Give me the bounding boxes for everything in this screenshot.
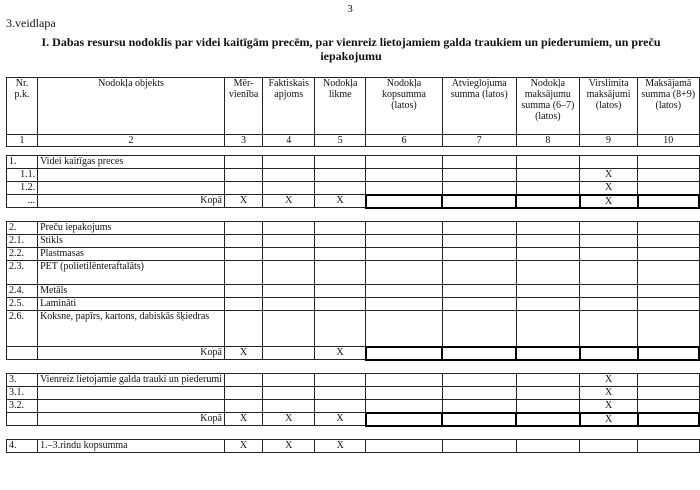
x-mark: X — [224, 440, 262, 453]
table-row — [7, 285, 700, 298]
spacer — [7, 426, 700, 440]
cell-input[interactable] — [638, 413, 699, 426]
cell-input[interactable] — [366, 261, 443, 285]
x-mark: X — [315, 195, 366, 208]
cell-input[interactable] — [516, 374, 579, 387]
table-row — [7, 440, 700, 453]
column-number-row — [7, 135, 700, 147]
cell-input[interactable] — [516, 400, 579, 413]
cell-input[interactable] — [315, 248, 366, 261]
row-nr — [7, 413, 38, 426]
cell-input[interactable] — [516, 169, 579, 182]
cell-input[interactable] — [263, 311, 315, 347]
cell-input[interactable] — [224, 400, 262, 413]
cell-input[interactable] — [315, 182, 366, 195]
table-row — [7, 311, 700, 347]
row-nr — [7, 347, 38, 360]
cell-input[interactable] — [315, 156, 366, 169]
cell-input[interactable] — [263, 400, 315, 413]
cell-input[interactable] — [580, 235, 638, 248]
cell-input[interactable] — [224, 311, 262, 347]
row-label: Metāls — [38, 285, 225, 298]
col-number: 9 — [580, 135, 638, 147]
cell-input[interactable] — [442, 347, 516, 360]
cell-input[interactable] — [224, 248, 262, 261]
cell-input[interactable] — [263, 298, 315, 311]
cell-input[interactable] — [263, 387, 315, 400]
page-number: 3 — [347, 3, 353, 15]
cell-input[interactable] — [263, 182, 315, 195]
cell-input[interactable] — [315, 298, 366, 311]
row-label: Videi kaitīgas preces — [38, 156, 225, 169]
header-unit: Mēr-vienība — [224, 78, 262, 135]
row-nr: 2.2. — [7, 248, 38, 261]
header-nr: Nr. p.k. — [7, 78, 38, 135]
cell-input[interactable] — [366, 222, 443, 235]
cell-input[interactable] — [315, 311, 366, 347]
cell-input[interactable] — [366, 311, 443, 347]
cell-input[interactable] — [224, 261, 262, 285]
cell-input[interactable] — [315, 261, 366, 285]
cell-input[interactable] — [224, 169, 262, 182]
x-mark: X — [580, 387, 638, 400]
table-row — [7, 374, 700, 387]
cell-input[interactable] — [366, 374, 443, 387]
cell-input[interactable] — [263, 222, 315, 235]
cell-input[interactable] — [442, 413, 516, 426]
total-label: Kopā — [38, 413, 225, 426]
col-number: 10 — [638, 135, 699, 147]
cell-input[interactable] — [442, 169, 516, 182]
header-object: Nodokļa objekts — [38, 78, 225, 135]
cell-input[interactable] — [638, 440, 699, 453]
cell-input[interactable] — [442, 387, 516, 400]
cell-input[interactable] — [638, 248, 699, 261]
cell-input[interactable] — [263, 156, 315, 169]
col-number: 2 — [38, 135, 225, 147]
table-row — [7, 400, 700, 413]
cell-input[interactable] — [442, 400, 516, 413]
cell-input[interactable] — [516, 248, 579, 261]
row-label: Lamināti — [38, 298, 225, 311]
table-row — [7, 182, 700, 195]
x-mark: X — [263, 413, 315, 426]
cell-input[interactable] — [638, 182, 699, 195]
cell-input[interactable] — [516, 182, 579, 195]
cell-input[interactable] — [366, 248, 443, 261]
cell-input[interactable] — [516, 298, 579, 311]
row-label: Vienreiz lietojamie galda trauki un piederumi — [38, 374, 225, 387]
row-nr: 3.2. — [7, 400, 38, 413]
table-row — [7, 261, 700, 285]
cell-input[interactable] — [442, 285, 516, 298]
row-label: Preču iepakojums — [38, 222, 225, 235]
x-mark: X — [263, 440, 315, 453]
total-row — [7, 413, 700, 426]
cell-input[interactable] — [638, 195, 699, 208]
cell-input[interactable] — [516, 387, 579, 400]
cell-input[interactable] — [366, 169, 443, 182]
total-row — [7, 195, 700, 208]
cell-input[interactable] — [366, 413, 443, 426]
cell-input[interactable] — [224, 235, 262, 248]
table-row — [7, 387, 700, 400]
cell-input[interactable] — [638, 156, 699, 169]
cell-input[interactable] — [263, 235, 315, 248]
table-row — [7, 222, 700, 235]
cell-input[interactable] — [580, 347, 638, 360]
row-nr: 1. — [7, 156, 38, 169]
header-payable: Maksājamā summa (8+9) (latos) — [638, 78, 699, 135]
cell-input[interactable] — [366, 347, 443, 360]
cell-input[interactable] — [580, 261, 638, 285]
x-mark: X — [315, 440, 366, 453]
tax-table — [6, 77, 700, 453]
cell-input[interactable] — [315, 400, 366, 413]
cell-input[interactable] — [516, 222, 579, 235]
cell-input[interactable] — [516, 235, 579, 248]
cell-input[interactable] — [315, 222, 366, 235]
cell-input[interactable] — [516, 440, 579, 453]
x-mark: X — [224, 347, 262, 360]
cell-input[interactable] — [263, 261, 315, 285]
cell-input[interactable] — [366, 195, 443, 208]
cell-input[interactable] — [442, 222, 516, 235]
cell-input[interactable] — [442, 156, 516, 169]
row-label — [38, 400, 225, 413]
total-row — [7, 347, 700, 360]
cell-input[interactable] — [516, 261, 579, 285]
cell-input[interactable] — [580, 156, 638, 169]
cell-input[interactable] — [580, 298, 638, 311]
x-mark: X — [580, 182, 638, 195]
cell-input[interactable] — [315, 285, 366, 298]
cell-input[interactable] — [366, 400, 443, 413]
header-overlimit: Virslimita maksājumi (latos) — [580, 78, 638, 135]
cell-input[interactable] — [442, 182, 516, 195]
x-mark: X — [580, 413, 638, 426]
cell-input[interactable] — [224, 387, 262, 400]
row-nr: 1.1. — [7, 169, 38, 182]
cell-input[interactable] — [580, 440, 638, 453]
row-label: Stikls — [38, 235, 225, 248]
row-label: Plastmasas — [38, 248, 225, 261]
row-nr: 2. — [7, 222, 38, 235]
x-mark: X — [224, 195, 262, 208]
cell-input[interactable] — [263, 347, 315, 360]
cell-input[interactable] — [516, 195, 579, 208]
row-nr: ... — [7, 195, 38, 208]
row-label — [38, 387, 225, 400]
cell-input[interactable] — [580, 222, 638, 235]
cell-input[interactable] — [580, 285, 638, 298]
row-nr: 1.2. — [7, 182, 38, 195]
cell-input[interactable] — [263, 248, 315, 261]
total-label: Kopā — [38, 347, 225, 360]
row-label — [38, 169, 225, 182]
spacer — [7, 147, 700, 156]
cell-input[interactable] — [442, 248, 516, 261]
header-relief: Atvieglojuma summa (latos) — [442, 78, 516, 135]
cell-input[interactable] — [442, 298, 516, 311]
row-nr: 2.3. — [7, 261, 38, 285]
cell-input[interactable] — [263, 374, 315, 387]
row-nr: 4. — [7, 440, 38, 453]
cell-input[interactable] — [638, 387, 699, 400]
cell-input[interactable] — [224, 182, 262, 195]
row-label: PET (polietilēnteraftalāts) — [38, 261, 225, 285]
row-nr: 2.1. — [7, 235, 38, 248]
cell-input[interactable] — [580, 311, 638, 347]
form-label: 3.veidlapa — [6, 16, 56, 30]
cell-input[interactable] — [638, 285, 699, 298]
x-mark: X — [580, 195, 638, 208]
cell-input[interactable] — [263, 285, 315, 298]
cell-input[interactable] — [638, 235, 699, 248]
cell-input[interactable] — [638, 298, 699, 311]
total-label: Kopā — [38, 195, 225, 208]
cell-input[interactable] — [224, 285, 262, 298]
cell-input[interactable] — [580, 248, 638, 261]
cell-input[interactable] — [315, 387, 366, 400]
cell-input[interactable] — [516, 311, 579, 347]
x-mark: X — [315, 347, 366, 360]
cell-input[interactable] — [224, 156, 262, 169]
row-nr: 2.4. — [7, 285, 38, 298]
row-nr: 2.6. — [7, 311, 38, 347]
cell-input[interactable] — [516, 347, 579, 360]
cell-input[interactable] — [315, 169, 366, 182]
x-mark: X — [224, 413, 262, 426]
row-nr: 3.1. — [7, 387, 38, 400]
cell-input[interactable] — [442, 261, 516, 285]
cell-input[interactable] — [366, 235, 443, 248]
col-number: 7 — [442, 135, 516, 147]
table-row — [7, 235, 700, 248]
cell-input[interactable] — [638, 311, 699, 347]
x-mark: X — [315, 413, 366, 426]
cell-input[interactable] — [366, 182, 443, 195]
cell-input[interactable] — [366, 156, 443, 169]
cell-input[interactable] — [224, 374, 262, 387]
cell-input[interactable] — [442, 374, 516, 387]
cell-input[interactable] — [263, 169, 315, 182]
cell-input[interactable] — [315, 235, 366, 248]
cell-input[interactable] — [638, 222, 699, 235]
cell-input[interactable] — [638, 374, 699, 387]
cell-input[interactable] — [638, 347, 699, 360]
cell-input[interactable] — [366, 440, 443, 453]
cell-input[interactable] — [442, 235, 516, 248]
col-number: 6 — [366, 135, 443, 147]
row-label: 1.–3.rindu kopsumma — [38, 440, 225, 453]
cell-input[interactable] — [638, 169, 699, 182]
col-number: 8 — [516, 135, 579, 147]
cell-input[interactable] — [442, 311, 516, 347]
table-row — [7, 248, 700, 261]
cell-input[interactable] — [366, 387, 443, 400]
cell-input[interactable] — [516, 156, 579, 169]
header-actual-volume: Faktiskais apjoms — [263, 78, 315, 135]
row-nr: 2.5. — [7, 298, 38, 311]
cell-input[interactable] — [638, 400, 699, 413]
header-rate: Nodokļa likme — [315, 78, 366, 135]
x-mark: X — [580, 400, 638, 413]
table-row — [7, 169, 700, 182]
cell-input[interactable] — [224, 222, 262, 235]
row-nr: 3. — [7, 374, 38, 387]
table-row — [7, 298, 700, 311]
row-label — [38, 182, 225, 195]
spacer — [7, 208, 700, 222]
x-mark: X — [580, 169, 638, 182]
col-number: 4 — [263, 135, 315, 147]
x-mark: X — [580, 374, 638, 387]
cell-input[interactable] — [315, 374, 366, 387]
header-row — [7, 78, 700, 135]
header-payment-sum: Nodokļa maksājumu summa (6–7) (latos) — [516, 78, 579, 135]
cell-input[interactable] — [442, 440, 516, 453]
row-label: Koksne, papīrs, kartons, dabiskās šķiedras — [38, 311, 225, 347]
cell-input[interactable] — [516, 285, 579, 298]
cell-input[interactable] — [366, 285, 443, 298]
x-mark: X — [263, 195, 315, 208]
cell-input[interactable] — [224, 298, 262, 311]
col-number: 3 — [224, 135, 262, 147]
col-number: 5 — [315, 135, 366, 147]
cell-input[interactable] — [442, 195, 516, 208]
spacer — [7, 360, 700, 374]
cell-input[interactable] — [366, 298, 443, 311]
col-number: 1 — [7, 135, 38, 147]
cell-input[interactable] — [638, 261, 699, 285]
page-title: I. Dabas resursu nodoklis par videi kaitīgām precēm, par vienreiz lietojamiem galda traukiem un piederumiem, un preču iepakojumu — [41, 35, 661, 63]
table-row — [7, 156, 700, 169]
cell-input[interactable] — [516, 413, 579, 426]
header-tax-total: Nodokļa kopsumma (latos) — [366, 78, 443, 135]
